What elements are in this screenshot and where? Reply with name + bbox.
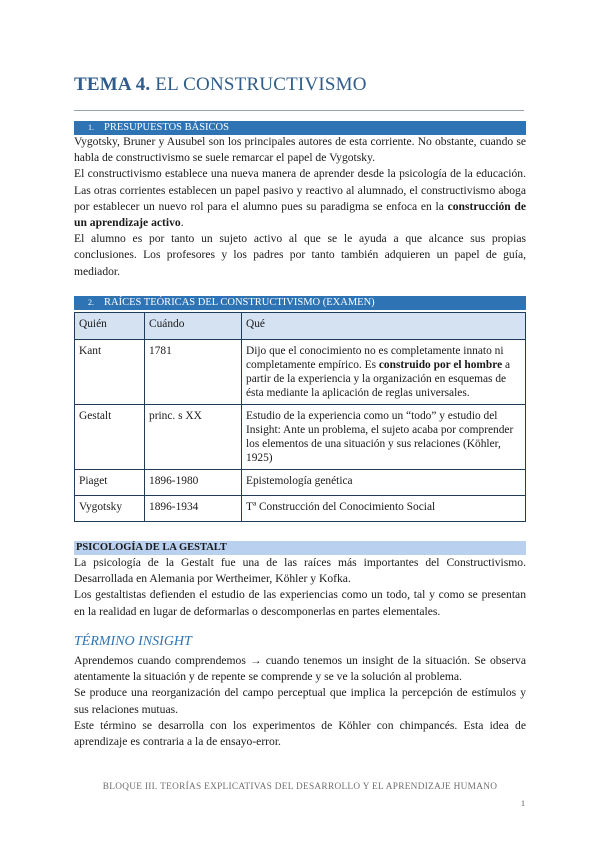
paragraph: El alumno es por tanto un sujeto activo al que se le ayuda a que alcance sus propias conclusiones. Los profesores y los padres por tanto también adquieren un papel de guía, mediador. (74, 232, 526, 278)
section-1-number: 1. (88, 123, 94, 132)
cell-when: 1896-1934 (145, 496, 242, 522)
paragraph-text: El constructivismo establece una nueva manera de aprender desde la psicología de la educación. Las otras corrientes establecen un papel pasivo y reactivo al alumnado, el constructivismo aboga por establecer un nuevo rol para el alumno pues su paradigma se enfoca en la (74, 167, 526, 213)
bold-emphasis: construcción de un aprendizaje activo (74, 199, 526, 230)
header-when: Cuándo (145, 313, 242, 340)
gestalt-heading: PSICOLOGÍA DE LA GESTALT (74, 541, 526, 555)
header-who: Quién (75, 313, 145, 340)
paragraph: Vygotsky, Bruner y Ausubel son los principales autores de esta corriente. No obstante, cuando se habla de constructivismo se suele remarcar el papel de Vygotsky. (74, 135, 526, 165)
section-1-body (74, 134, 526, 280)
insight-heading: TÉRMINO INSIGHT (74, 634, 192, 649)
section-1-bar (74, 121, 526, 135)
cell-who: Kant (75, 340, 145, 405)
gestalt-body (74, 555, 526, 620)
roots-table (74, 312, 526, 522)
table-row (75, 470, 526, 496)
table-row (75, 405, 526, 470)
cell-what (242, 405, 526, 470)
paragraph-text: . (180, 216, 184, 230)
cell-who: Piaget (75, 470, 145, 496)
title-divider (74, 110, 524, 111)
cell-when: 1781 (145, 340, 242, 405)
cell-when: princ. s XX (145, 405, 242, 470)
cell-who: Gestalt (75, 405, 145, 470)
bold-emphasis: construido por el hombre (378, 359, 503, 371)
page-title (74, 74, 367, 96)
table-row (75, 340, 526, 405)
paragraph: La psicología de la Gestalt fue una de las raíces más importantes del Constructivismo. Desarrollada en Alemania por Wertheimer, Köhler y Kofka. (74, 556, 526, 586)
title-tema: TEMA 4. (74, 74, 151, 95)
cell-what (242, 340, 526, 405)
header-what: Qué (242, 313, 526, 340)
insight-body (74, 653, 526, 750)
cell-what (242, 496, 526, 522)
paragraph (74, 166, 526, 231)
section-2-label: RAÍCES TEÓRICAS DEL CONSTRUCTIVISMO (EXAMEN) (104, 297, 375, 308)
section-2-bar (74, 296, 526, 310)
cell-text: Dijo que el conocimiento no es completamente innato ni completamente empírico. Es (246, 345, 504, 371)
paragraph: Aprendemos cuando comprendemos → cuando tenemos un insight de la situación. Se observa atentamente la situación y de repente se comprende y se ve la solución al problema. (74, 654, 526, 684)
paragraph: Se produce una reorganización del campo perceptual que implica la percepción de estímulos y sus relaciones mutuas. (74, 686, 526, 716)
paragraph: Este término se desarrolla con los experimentos de Köhler con chimpancés. Esta idea de aprendizaje es contraria a la de ensayo-error. (74, 718, 526, 749)
cell-text: Estudio de la experiencia como un “todo” y estudio del Insight: Ante un problema, el sujeto acaba por comprender los elementos de una situación y sus relaciones (Köhler, 1925) (246, 410, 514, 464)
page-footer: BLOQUE III. TEORÍAS EXPLICATIVAS DEL DESARROLLO Y EL APRENDIZAJE HUMANO (102, 782, 498, 792)
cell-who: Vygotsky (75, 496, 145, 522)
section-2-number: 2. (88, 298, 94, 307)
paragraph: Los gestaltistas defienden el estudio de las experiencias como un todo, tal y como se presentan en la realidad en lugar de deformarlas o descomponerlas en partes elementales. (74, 588, 526, 618)
table-row (75, 496, 526, 522)
section-1-label: PRESUPUESTOS BÁSICOS (104, 122, 229, 133)
cell-when: 1896-1980 (145, 470, 242, 496)
cell-text: a partir de la experiencia y la organización en esquemas de ésta mediante la aplicación de reglas universales. (246, 359, 511, 399)
cell-what (242, 470, 526, 496)
cell-text: Epistemología genética (246, 475, 353, 487)
table-header-row (75, 313, 526, 340)
title-rest: EL CONSTRUCTIVISMO (150, 74, 367, 95)
cell-text: Tª Construcción del Conocimiento Social (246, 501, 436, 513)
page-number: 1 (521, 799, 525, 808)
